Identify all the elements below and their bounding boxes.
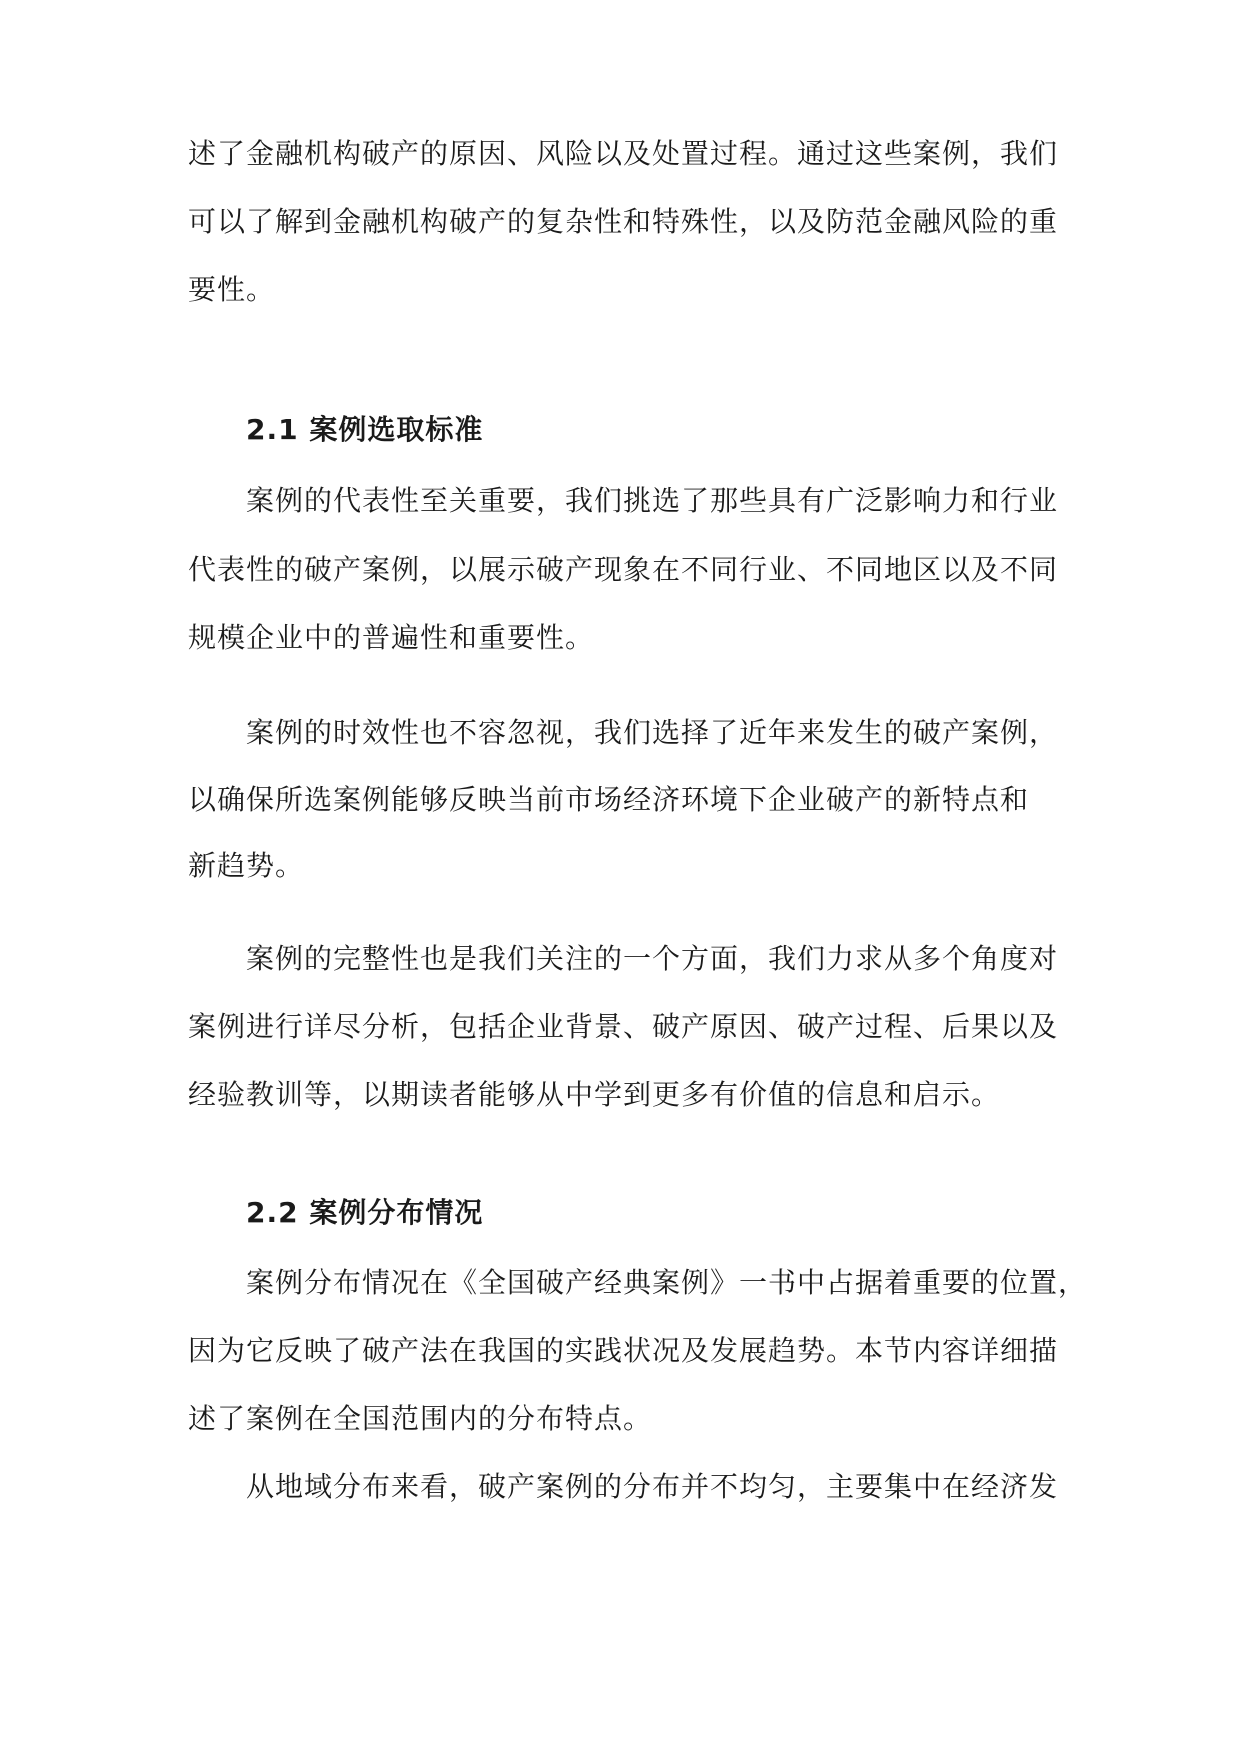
p5-line-1: 从地域分布来看，破产案例的分布并不均匀，主要集中在经济发: [246, 1470, 1059, 1503]
section-heading-2-1: 2.1 案例选取标准: [246, 413, 484, 446]
intro-line-1: 述了金融机构破产的原因、风险以及处置过程。通过这些案例，我们: [188, 137, 1059, 170]
p2-line-1: 案例的时效性也不容忽视，我们选择了近年来发生的破产案例，: [246, 716, 1059, 749]
p4-line-1: 案例分布情况在《全国破产经典案例》一书中占据着重要的位置，: [246, 1266, 1088, 1299]
intro-line-2: 可以了解到金融机构破产的复杂性和特殊性，以及防范金融风险的重: [188, 205, 1059, 238]
p1-line-1: 案例的代表性至关重要，我们挑选了那些具有广泛影响力和行业: [246, 484, 1059, 517]
p2-line-2: 以确保所选案例能够反映当前市场经济环境下企业破产的新特点和: [188, 783, 1030, 816]
intro-line-3: 要性。: [188, 273, 276, 306]
p4-line-2: 因为它反映了破产法在我国的实践状况及发展趋势。本节内容详细描: [188, 1334, 1059, 1367]
p1-line-3: 规模企业中的普遍性和重要性。: [188, 621, 595, 654]
p1-line-2: 代表性的破产案例，以展示破产现象在不同行业、不同地区以及不同: [188, 553, 1059, 586]
p2-line-3: 新趋势。: [188, 849, 305, 882]
section-heading-2-2: 2.2 案例分布情况: [246, 1196, 484, 1229]
p3-line-1: 案例的完整性也是我们关注的一个方面，我们力求从多个角度对: [246, 942, 1059, 975]
p3-line-2: 案例进行详尽分析，包括企业背景、破产原因、破产过程、后果以及: [188, 1010, 1059, 1043]
p4-line-3: 述了案例在全国范围内的分布特点。: [188, 1402, 653, 1435]
p3-line-3: 经验教训等，以期读者能够从中学到更多有价值的信息和启示。: [188, 1078, 1001, 1111]
